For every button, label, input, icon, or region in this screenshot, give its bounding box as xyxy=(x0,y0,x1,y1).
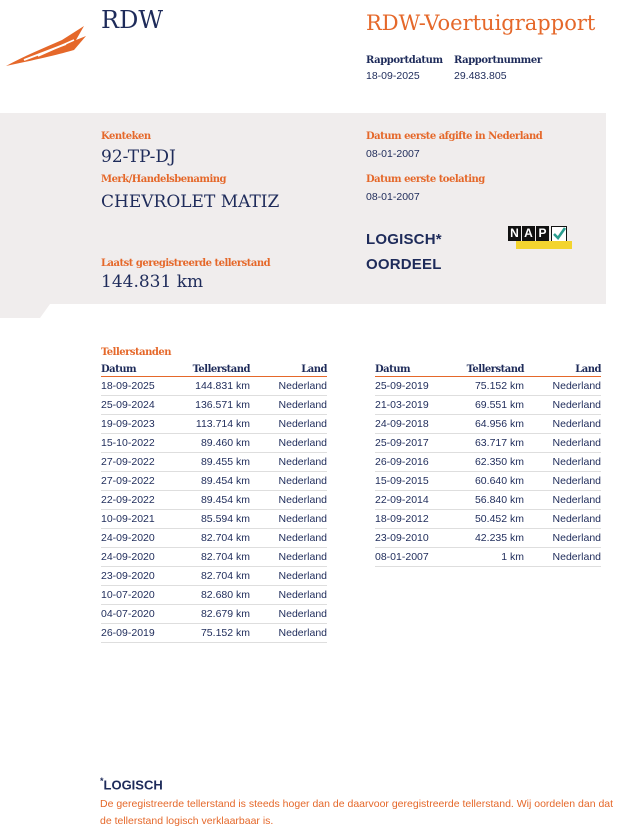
row-reading: 82.704 km xyxy=(181,529,250,548)
row-date: 27-09-2022 xyxy=(101,472,181,491)
row-reading: 144.831 km xyxy=(181,377,250,396)
row-date: 23-09-2020 xyxy=(101,567,181,586)
row-reading: 60.640 km xyxy=(455,472,524,491)
table-row xyxy=(101,415,327,434)
table-row xyxy=(101,396,327,415)
row-date: 22-09-2014 xyxy=(375,491,455,510)
row-reading: 75.152 km xyxy=(455,377,524,396)
nap-letter: P xyxy=(536,226,549,241)
row-date: 26-09-2019 xyxy=(101,624,181,643)
checkmark-icon xyxy=(551,226,567,242)
row-reading: 82.680 km xyxy=(181,586,250,605)
row-country: Nederland xyxy=(524,415,601,434)
row-reading: 1 km xyxy=(455,548,524,567)
row-country: Nederland xyxy=(250,491,327,510)
footnote-asterisk: * xyxy=(100,776,104,786)
row-reading: 64.956 km xyxy=(455,415,524,434)
table-row xyxy=(375,472,601,491)
row-reading: 62.350 km xyxy=(455,453,524,472)
header-date: Datum xyxy=(101,362,181,377)
table-row xyxy=(375,434,601,453)
nap-underline xyxy=(516,241,572,249)
row-reading: 89.455 km xyxy=(181,453,250,472)
table-row xyxy=(375,377,601,396)
row-reading: 89.460 km xyxy=(181,434,250,453)
table-row xyxy=(101,472,327,491)
header-reading: Tellerstand xyxy=(181,362,250,377)
row-reading: 50.452 km xyxy=(455,510,524,529)
table-row xyxy=(101,586,327,605)
make-model: CHEVROLET MATIZ xyxy=(101,192,280,212)
nap-letter: A xyxy=(522,226,535,241)
row-reading: 89.454 km xyxy=(181,491,250,510)
report-date-label: Rapportdatum xyxy=(366,55,443,66)
row-date: 21-03-2019 xyxy=(375,396,455,415)
row-date: 27-09-2022 xyxy=(101,453,181,472)
row-country: Nederland xyxy=(524,510,601,529)
odometer-label: Laatst geregistreerde tellerstand xyxy=(101,258,271,269)
row-reading: 63.717 km xyxy=(455,434,524,453)
plate-label: Kenteken xyxy=(101,131,151,142)
row-country: Nederland xyxy=(250,415,327,434)
report-title: RDW-Voertuigrapport xyxy=(366,11,596,35)
table-row xyxy=(375,453,601,472)
table-row xyxy=(101,434,327,453)
row-reading: 82.704 km xyxy=(181,567,250,586)
verdict-line-1: LOGISCH* xyxy=(366,231,442,248)
row-reading: 82.679 km xyxy=(181,605,250,624)
row-country: Nederland xyxy=(250,472,327,491)
table-row xyxy=(101,453,327,472)
row-country: Nederland xyxy=(524,434,601,453)
row-country: Nederland xyxy=(524,472,601,491)
panel-edge-divider xyxy=(0,300,639,322)
row-reading: 75.152 km xyxy=(181,624,250,643)
row-reading: 69.551 km xyxy=(455,396,524,415)
vehicle-info-panel xyxy=(0,113,606,318)
row-date: 26-09-2016 xyxy=(375,453,455,472)
row-date: 24-09-2020 xyxy=(101,548,181,567)
row-country: Nederland xyxy=(250,529,327,548)
row-reading: 42.235 km xyxy=(455,529,524,548)
report-number: 29.483.805 xyxy=(454,70,507,82)
row-reading: 113.714 km xyxy=(181,415,250,434)
table-row xyxy=(375,396,601,415)
table-row xyxy=(101,377,327,396)
row-date: 08-01-2007 xyxy=(375,548,455,567)
header-reading: Tellerstand xyxy=(455,362,524,377)
row-date: 22-09-2022 xyxy=(101,491,181,510)
row-date: 19-09-2023 xyxy=(101,415,181,434)
row-date: 10-09-2021 xyxy=(101,510,181,529)
row-country: Nederland xyxy=(250,624,327,643)
table-row xyxy=(375,529,601,548)
row-country: Nederland xyxy=(524,548,601,567)
brand-name: RDW xyxy=(101,6,163,34)
odometer-value: 144.831 km xyxy=(101,272,204,292)
nap-letter: N xyxy=(508,226,521,241)
section-title-odometer: Tellerstanden xyxy=(101,347,172,358)
row-country: Nederland xyxy=(250,510,327,529)
table-row xyxy=(101,548,327,567)
first-issue-nl-label: Datum eerste afgifte in Nederland xyxy=(366,131,543,142)
row-date: 24-09-2018 xyxy=(375,415,455,434)
row-date: 18-09-2012 xyxy=(375,510,455,529)
report-number-label: Rapportnummer xyxy=(454,55,542,66)
first-admission-label: Datum eerste toelating xyxy=(366,174,485,185)
row-country: Nederland xyxy=(524,377,601,396)
make-label: Merk/Handelsbenaming xyxy=(101,174,227,185)
row-country: Nederland xyxy=(250,567,327,586)
header-country: Land xyxy=(250,362,327,377)
table-row xyxy=(101,567,327,586)
row-date: 25-09-2017 xyxy=(375,434,455,453)
table-row xyxy=(101,491,327,510)
row-date: 15-10-2022 xyxy=(101,434,181,453)
row-date: 24-09-2020 xyxy=(101,529,181,548)
table-row xyxy=(375,548,601,567)
row-date: 25-09-2019 xyxy=(375,377,455,396)
footnote-text: De geregistreerde tellerstand is steeds hoger dan de daarvoor geregistreerde tellerstand. Wij oordelen dan dat de tellerstand logisch verklaarbaar is. xyxy=(100,798,614,827)
row-reading: 89.454 km xyxy=(181,472,250,491)
verdict-line-2: OORDEEL xyxy=(366,256,442,273)
row-date: 25-09-2024 xyxy=(101,396,181,415)
row-country: Nederland xyxy=(524,396,601,415)
row-country: Nederland xyxy=(250,434,327,453)
report-date: 18-09-2025 xyxy=(366,70,420,82)
row-country: Nederland xyxy=(524,491,601,510)
header-country: Land xyxy=(524,362,601,377)
table-row xyxy=(375,415,601,434)
first-admission-date: 08-01-2007 xyxy=(366,191,420,203)
first-issue-nl-date: 08-01-2007 xyxy=(366,148,420,160)
row-country: Nederland xyxy=(250,548,327,567)
row-country: Nederland xyxy=(250,377,327,396)
row-reading: 82.704 km xyxy=(181,548,250,567)
table-row xyxy=(101,510,327,529)
row-date: 23-09-2010 xyxy=(375,529,455,548)
footnote-title xyxy=(100,776,163,792)
row-reading: 136.571 km xyxy=(181,396,250,415)
row-country: Nederland xyxy=(524,529,601,548)
odometer-table-left xyxy=(101,362,327,643)
row-country: Nederland xyxy=(250,586,327,605)
row-date: 18-09-2025 xyxy=(101,377,181,396)
row-date: 10-07-2020 xyxy=(101,586,181,605)
table-row xyxy=(101,529,327,548)
odometer-table-right xyxy=(375,362,601,567)
row-date: 15-09-2015 xyxy=(375,472,455,491)
table-row xyxy=(375,491,601,510)
rdw-wing-logo-icon xyxy=(4,22,88,68)
row-date: 04-07-2020 xyxy=(101,605,181,624)
table-row xyxy=(101,605,327,624)
nap-logo xyxy=(508,226,572,250)
footnote-title-text: LOGISCH xyxy=(103,777,163,793)
table-row xyxy=(101,624,327,643)
row-reading: 56.840 km xyxy=(455,491,524,510)
row-country: Nederland xyxy=(250,453,327,472)
row-country: Nederland xyxy=(250,396,327,415)
row-country: Nederland xyxy=(524,453,601,472)
row-country: Nederland xyxy=(250,605,327,624)
row-reading: 85.594 km xyxy=(181,510,250,529)
table-row xyxy=(375,510,601,529)
header-date: Datum xyxy=(375,362,455,377)
license-plate: 92-TP-DJ xyxy=(101,147,176,167)
